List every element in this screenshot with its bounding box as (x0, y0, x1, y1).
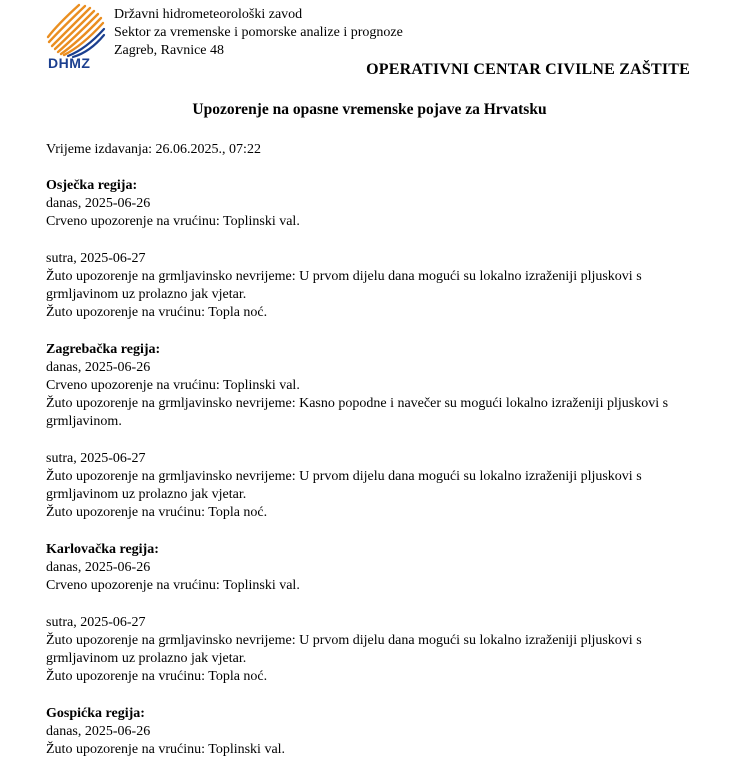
region-name: Osječka regija: (46, 178, 138, 193)
day-block (46, 195, 706, 231)
day-block (46, 614, 706, 686)
warning-text: Žuto upozorenje na vrućinu: Topla noć. (46, 305, 268, 320)
warning-text: Žuto upozorenje na vrućinu: Topla noć. (46, 669, 268, 684)
day-block (46, 450, 706, 522)
day-block (46, 250, 706, 322)
warning-text: Crveno upozorenje na vrućinu: Toplinski val. (46, 214, 300, 229)
day-block (46, 723, 706, 759)
day-date: danas, 2025-06-26 (46, 196, 151, 211)
day-date: sutra, 2025-06-27 (46, 451, 146, 466)
day-date: danas, 2025-06-26 (46, 560, 151, 575)
warning-text: Crveno upozorenje na vrućinu: Toplinski val. (46, 378, 300, 393)
institution-address: Zagreb, Ravnice 48 (114, 43, 225, 58)
recipient-heading: OPERATIVNI CENTAR CIVILNE ZAŠTITE (366, 61, 690, 78)
warning-text: Žuto upozorenje na grmljavinsko nevrijeme: U prvom dijelu dana mogući su lokalno izraženiji pljuskovi s grmljavinom uz prolazno jak vjetar. (46, 269, 642, 302)
region-name: Gospićka regija: (46, 706, 145, 721)
region-zagreb (46, 341, 706, 522)
page-title: Upozorenje na opasne vremenske pojave za Hrvatsku (192, 101, 547, 118)
day-date: sutra, 2025-06-27 (46, 251, 146, 266)
day-date: sutra, 2025-06-27 (46, 615, 146, 630)
region-karlovac (46, 541, 706, 686)
warnings-list (46, 177, 706, 778)
day-date: danas, 2025-06-26 (46, 360, 151, 375)
day-block (46, 559, 706, 595)
warning-text: Žuto upozorenje na grmljavinsko nevrijeme: U prvom dijelu dana mogući su lokalno izraženiji pljuskovi s grmljavinom uz prolazno jak vjetar. (46, 469, 642, 502)
region-osijek (46, 177, 706, 322)
warning-text: Žuto upozorenje na vrućinu: Toplinski val. (46, 742, 286, 757)
issue-time: Vrijeme izdavanja: 26.06.2025., 07:22 (46, 142, 261, 157)
warning-text: Crveno upozorenje na vrućinu: Toplinski val. (46, 578, 300, 593)
institution-name: Državni hidrometeorološki zavod (114, 7, 303, 22)
region-gospic (46, 705, 706, 759)
region-name: Karlovačka regija: (46, 542, 159, 557)
region-name: Zagrebačka regija: (46, 342, 161, 357)
warning-text: Žuto upozorenje na grmljavinsko nevrijeme: Kasno popodne i navečer su mogući lokalno izraženiji pljuskovi s grmljavinom. (46, 396, 669, 429)
institution-sector: Sektor za vremenske i pomorske analize i prognoze (114, 25, 403, 40)
day-date: danas, 2025-06-26 (46, 724, 151, 739)
logo-text: DHMZ (48, 55, 91, 71)
warning-text: Žuto upozorenje na grmljavinsko nevrijeme: U prvom dijelu dana mogući su lokalno izraženiji pljuskovi s grmljavinom uz prolazno jak vjetar. (46, 633, 642, 666)
warning-text: Žuto upozorenje na vrućinu: Topla noć. (46, 505, 268, 520)
institution-block (114, 6, 403, 60)
day-block (46, 359, 706, 431)
